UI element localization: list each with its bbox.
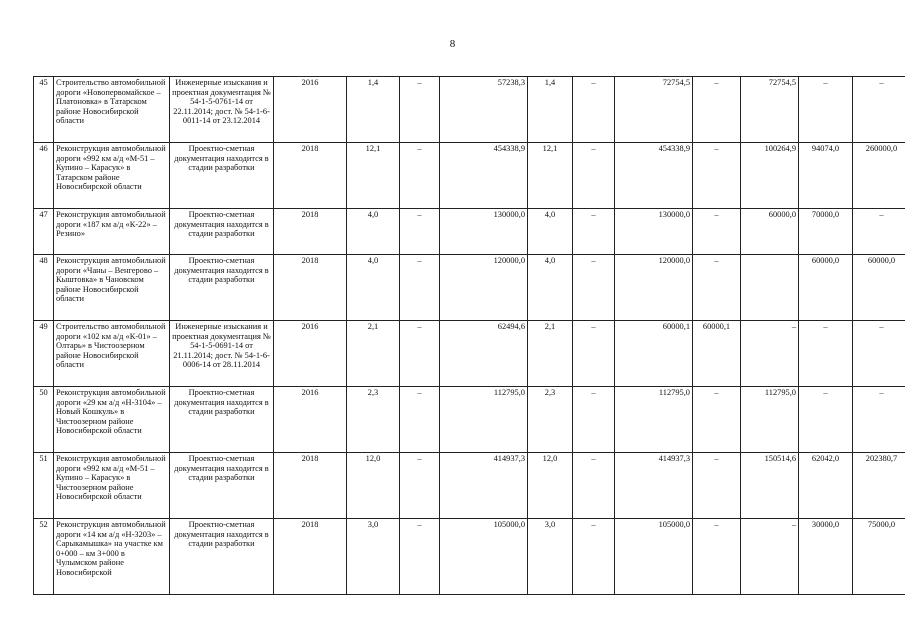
cost-2016: –: [693, 143, 741, 209]
year: 2018: [274, 255, 347, 321]
row-number: 48: [34, 255, 54, 321]
year: 2016: [274, 387, 347, 453]
value-col-6: –: [400, 321, 440, 387]
length-program: 2,3: [528, 387, 573, 453]
cost-2017: 112795,0: [741, 387, 799, 453]
program-cost: 105000,0: [615, 519, 693, 595]
value-col-6: –: [400, 143, 440, 209]
cost-2018: 94074,0: [799, 143, 853, 209]
documentation-status: Инженерные изыскания и проектная документация № 54-1-5-0691-14 от 21.11.2014; дост. № 54-1-6-0006-14 от 28.11.2014: [170, 321, 274, 387]
documentation-status: Проектно-сметная документация находится в стадии разработки: [170, 209, 274, 255]
table-row: [34, 519, 905, 595]
object-name: Реконструкция автомобильной дороги «992 км а/д «М-51 – Купино – Карасук» в Чистоозерном районе Новосибирской области: [54, 453, 170, 519]
length-program: 2,1: [528, 321, 573, 387]
value-col-6: –: [400, 519, 440, 595]
length-program: 12,0: [528, 453, 573, 519]
total-cost: 130000,0: [440, 209, 528, 255]
cost-2017: 60000,0: [741, 209, 799, 255]
cost-2019: –: [853, 387, 905, 453]
table-row: [34, 321, 905, 387]
cost-2017: 100264,9: [741, 143, 799, 209]
program-cost: 72754,5: [615, 77, 693, 143]
value-col-9: –: [573, 387, 615, 453]
program-cost: 112795,0: [615, 387, 693, 453]
total-cost: 57238,3: [440, 77, 528, 143]
total-cost: 454338,9: [440, 143, 528, 209]
cost-2016: –: [693, 519, 741, 595]
documentation-status: Проектно-сметная документация находится в стадии разработки: [170, 519, 274, 595]
road-projects-table: [33, 76, 905, 595]
documentation-status: Проектно-сметная документация находится в стадии разработки: [170, 143, 274, 209]
total-cost: 120000,0: [440, 255, 528, 321]
object-name: Строительство автомобильной дороги «102 км а/д «К-01» – Олтарь» в Чистоозерном районе Новосибирской области: [54, 321, 170, 387]
cost-2018: 60000,0: [799, 255, 853, 321]
length-program: 12,1: [528, 143, 573, 209]
cost-2016: –: [693, 255, 741, 321]
program-cost: 414937,3: [615, 453, 693, 519]
year: 2018: [274, 143, 347, 209]
cost-2019: 260000,0: [853, 143, 905, 209]
table-row: [34, 209, 905, 255]
table-row: [34, 77, 905, 143]
cost-2017: [741, 255, 799, 321]
program-cost: 130000,0: [615, 209, 693, 255]
length: 12,0: [347, 453, 400, 519]
cost-2016: 60000,1: [693, 321, 741, 387]
value-col-9: –: [573, 77, 615, 143]
row-number: 50: [34, 387, 54, 453]
value-col-9: –: [573, 255, 615, 321]
length-program: 1,4: [528, 77, 573, 143]
length-program: 4,0: [528, 255, 573, 321]
object-name: Реконструкция автомобильной дороги «14 км а/д «Н-3203» – Сарыкамышка» на участке км 0+000 – км 3+000 в Чулымском районе Новосибирской: [54, 519, 170, 595]
row-number: 49: [34, 321, 54, 387]
length: 1,4: [347, 77, 400, 143]
length-program: 3,0: [528, 519, 573, 595]
length: 2,3: [347, 387, 400, 453]
length-program: 4,0: [528, 209, 573, 255]
value-col-6: –: [400, 209, 440, 255]
object-name: Реконструкция автомобильной дороги «29 км а/д «Н-3104» – Новый Кошкуль» в Чистоозерном районе Новосибирской области: [54, 387, 170, 453]
cost-2016: –: [693, 387, 741, 453]
length: 4,0: [347, 255, 400, 321]
year: 2018: [274, 209, 347, 255]
object-name: Строительство автомобильной дороги «Новопервомайское – Платоновка» в Татарском районе Новосибирской области: [54, 77, 170, 143]
page-number: 8: [449, 38, 456, 50]
total-cost: 105000,0: [440, 519, 528, 595]
documentation-status: Проектно-сметная документация находится в стадии разработки: [170, 387, 274, 453]
table-body: [34, 77, 905, 595]
value-col-6: –: [400, 453, 440, 519]
cost-2018: –: [799, 387, 853, 453]
value-col-9: –: [573, 519, 615, 595]
length: 2,1: [347, 321, 400, 387]
total-cost: 112795,0: [440, 387, 528, 453]
program-cost: 60000,1: [615, 321, 693, 387]
cost-2018: 70000,0: [799, 209, 853, 255]
documentation-status: Инженерные изыскания и проектная документация № 54-1-5-0761-14 от 22.11.2014; дост. № 54-1-6-0011-14 от 23.12.2014: [170, 77, 274, 143]
program-cost: 454338,9: [615, 143, 693, 209]
year: 2016: [274, 321, 347, 387]
cost-2017: 72754,5: [741, 77, 799, 143]
cost-2019: 202380,7: [853, 453, 905, 519]
length: 12,1: [347, 143, 400, 209]
cost-2019: 60000,0: [853, 255, 905, 321]
table-row: [34, 453, 905, 519]
program-cost: 120000,0: [615, 255, 693, 321]
row-number: 45: [34, 77, 54, 143]
cost-2018: 30000,0: [799, 519, 853, 595]
value-col-6: –: [400, 387, 440, 453]
documentation-status: Проектно-сметная документация находится в стадии разработки: [170, 255, 274, 321]
length: 3,0: [347, 519, 400, 595]
object-name: Реконструкция автомобильной дороги «992 км а/д «М-51 – Купино – Карасук» в Татарском районе Новосибирской области: [54, 143, 170, 209]
object-name: Реконструкция автомобильной дороги «Чаны – Венгерово – Кыштовка» в Чановском районе Новосибирской области: [54, 255, 170, 321]
total-cost: 414937,3: [440, 453, 528, 519]
row-number: 46: [34, 143, 54, 209]
row-number: 52: [34, 519, 54, 595]
object-name: Реконструкция автомобильной дороги «187 км а/д «К-22» – Резино»: [54, 209, 170, 255]
cost-2019: –: [853, 209, 905, 255]
cost-2018: –: [799, 77, 853, 143]
cost-2016: –: [693, 209, 741, 255]
total-cost: 62494,6: [440, 321, 528, 387]
year: 2018: [274, 519, 347, 595]
cost-2019: 75000,0: [853, 519, 905, 595]
table-row: [34, 387, 905, 453]
value-col-9: –: [573, 453, 615, 519]
cost-2019: –: [853, 77, 905, 143]
length: 4,0: [347, 209, 400, 255]
row-number: 51: [34, 453, 54, 519]
cost-2016: –: [693, 453, 741, 519]
table-row: [34, 143, 905, 209]
cost-2017: 150514,6: [741, 453, 799, 519]
value-col-9: –: [573, 321, 615, 387]
value-col-6: –: [400, 255, 440, 321]
cost-2018: –: [799, 321, 853, 387]
table-row: [34, 255, 905, 321]
cost-2019: –: [853, 321, 905, 387]
value-col-9: –: [573, 143, 615, 209]
value-col-9: –: [573, 209, 615, 255]
year: 2016: [274, 77, 347, 143]
cost-2018: 62042,0: [799, 453, 853, 519]
cost-2016: –: [693, 77, 741, 143]
cost-2017: –: [741, 519, 799, 595]
cost-2017: –: [741, 321, 799, 387]
documentation-status: Проектно-сметная документация находится в стадии разработки: [170, 453, 274, 519]
row-number: 47: [34, 209, 54, 255]
value-col-6: –: [400, 77, 440, 143]
year: 2018: [274, 453, 347, 519]
